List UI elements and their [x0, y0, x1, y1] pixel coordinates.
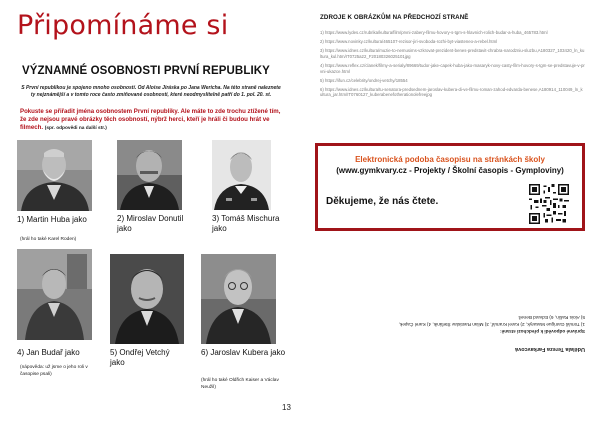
source-item: 3) https://www.idnes.cz/kultura/muzie-to-nemusims-vzkrovat-prezident-benes-predstavit-chrabra-narodzniu-sluzbu,A180327_103420_ln_kultura_kul.htm/IT0725a22_F20180326025101jpg	[320, 47, 585, 59]
section-subtitle: VÝZNAMNÉ OSOBNOSTI PRVNÍ REPUBLIKY	[22, 65, 270, 77]
page-number: 13	[282, 403, 291, 412]
caption-1-note: (hrál ho také Karel Roden)	[20, 237, 77, 242]
sources-title: ZDROJE K OBRÁZKŮM NA PŘEDCHOZÍ STRANĚ	[320, 14, 469, 21]
source-item: 1) https://www.lydes.cz/rubrika/kultura/film/prvni-zabery-filmu-hovory-s-tgm-s-hlavnich-rolich-budar-a-huba_465783.html	[320, 30, 548, 35]
answers-title: Správné odpovědi k předchozí straně:	[500, 329, 585, 334]
actor-photo-1	[17, 140, 92, 211]
caption-5: 5) Ondřej Vetchý jako	[110, 348, 170, 367]
sources-list	[320, 30, 585, 101]
qr-code-icon	[529, 184, 569, 224]
answers-text	[320, 314, 585, 334]
actor-photo-2	[117, 140, 182, 210]
caption-4: 4) Jan Budař jako	[17, 348, 80, 357]
actor-photo-3	[212, 140, 271, 210]
page-title: Připomínáme si	[17, 10, 229, 41]
right-page	[300, 0, 600, 424]
caption-4-note: (nápověda: už jsme o jeho roli v časopise psali)	[20, 365, 88, 378]
caption-1: 1) Martin Huba jako	[17, 215, 87, 224]
online-edition-box	[315, 143, 585, 231]
task-text	[20, 108, 288, 133]
source-item: 6) https://www.idnes.cz/kultura/tu-senatora-predsednem-jaroslav-kubera-di-ve-filmu-roman-zahod-edvarda-benese,A180914_110049_ln_kultura_jar.htm/IT0760127_kuberabenefotherationolefreejpg	[320, 86, 583, 98]
thanks-text: Děkujeme, že nás čtete.	[326, 196, 439, 207]
promo-website-link[interactable]: (www.gymkvary.cz - Projekty / Školní časopis - Gymploviny)	[336, 166, 564, 175]
source-item: 5) https://ifun.cz/celebrity/ondrej-vetchy/18554	[320, 77, 408, 83]
actor-photo-6	[201, 254, 276, 344]
actor-photo-5	[110, 254, 184, 344]
answers-author: Udělala Tereza Farkavcová	[515, 346, 585, 352]
task-instruction: Pokuste se přiřadit jména osobnostem První republiky. Ale máte to zde trochu ztížené tím, že zde nejsou pravé obrázky těch osobností, nýbrž herci, kteří je hráli či budou hrát ve filmech.	[20, 108, 281, 132]
caption-6-note: (hrál ho také Oldřich Kaiser a Václav Neužil)	[201, 378, 279, 391]
task-note: (spr. odpovědi na další str.)	[44, 126, 107, 132]
source-item: 2) https://www.novinky.cz/kultura/465107-rezisor-jiri-svoboda-rozhi-byt-viasteneo-a-rebel.html	[320, 38, 498, 44]
intro-text: S První republikou je spojeno mnoho osobností. Od Aloise Jiráska po Jana Wericha. Na této straně naleznete ty nejznámější a v tomto roce často zmiňované osobnosti, které neodmyslitelně patří do 1. pol. 20. st.	[21, 85, 281, 99]
actor-photo-4	[17, 249, 92, 340]
promo-title: Elektronická podoba časopisu na stránkách školy	[355, 155, 545, 164]
caption-2: 2) Miroslav Donutil jako	[117, 214, 184, 233]
caption-6: 6) Jaroslav Kubera jako	[201, 348, 286, 357]
caption-3: 3) Tomáš Mischura jako	[212, 214, 280, 233]
source-item: 4) https://www.reflex.cz/clanek/filmy-a-serialy/89669/tudor-jake-capek-huba-jako-masaryk-novy-casty-film-hovory-s-tgm-se-predstavuje-v-prvni-ukazce.html	[320, 62, 585, 74]
answers-line-1: 1) Tomáš Garrigue Masaryk, 2) Karel Kramář, 3) Milan Rastislav Štefánik, 4) Karel Čapek,	[398, 322, 585, 328]
answers-line-2: 5) Alois Rašín, 6) Edvard Beneš	[518, 315, 585, 321]
